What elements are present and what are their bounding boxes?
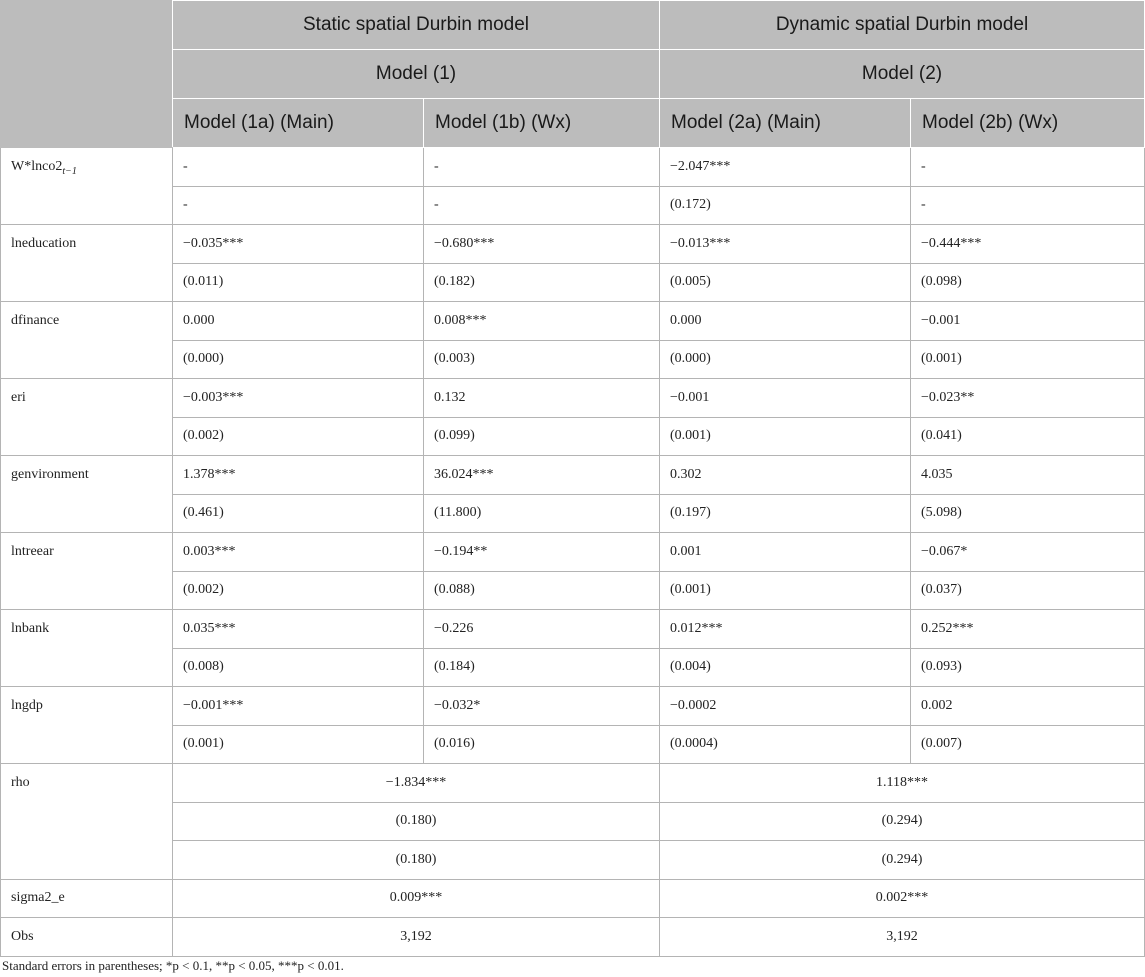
coef-cell: −0.680*** xyxy=(424,225,660,264)
coef-cell: −0.001*** xyxy=(173,687,424,726)
obs-dynamic: 3,192 xyxy=(660,918,1145,957)
se-cell: (0.003) xyxy=(424,340,660,379)
header-col-2b: Model (2b) (Wx) xyxy=(911,99,1145,148)
row-label: dfinance xyxy=(1,302,173,379)
se-cell: (0.172) xyxy=(660,186,911,225)
coef-cell: −0.023** xyxy=(911,379,1145,418)
coef-cell: −0.194** xyxy=(424,533,660,572)
row-label: lneducation xyxy=(1,225,173,302)
coef-cell: 0.252*** xyxy=(911,610,1145,649)
se-cell: - xyxy=(424,186,660,225)
row-label: genvironment xyxy=(1,456,173,533)
se-cell: (0.001) xyxy=(173,725,424,764)
se-cell: (0.002) xyxy=(173,417,424,456)
table-footnote: Standard errors in parentheses; *p < 0.1, **p < 0.05, ***p < 0.01. xyxy=(2,958,344,973)
se-cell: (0.099) xyxy=(424,417,660,456)
se-cell: (0.001) xyxy=(660,417,911,456)
coef-cell: 0.002 xyxy=(911,687,1145,726)
se-cell: - xyxy=(911,186,1145,225)
coef-cell: −0.035*** xyxy=(173,225,424,264)
sigma-dynamic: 0.002*** xyxy=(660,879,1145,918)
coef-cell: −0.0002 xyxy=(660,687,911,726)
coef-cell: 0.000 xyxy=(173,302,424,341)
coef-cell: −2.047*** xyxy=(660,148,911,187)
row-label: Obs xyxy=(1,918,173,957)
se-cell: (0.098) xyxy=(911,263,1145,302)
coef-cell: 1.378*** xyxy=(173,456,424,495)
table-row-sigma xyxy=(1,879,1145,918)
se-cell: (0.011) xyxy=(173,263,424,302)
table-row xyxy=(1,340,1145,379)
table-row xyxy=(1,456,1145,495)
coef-cell: −0.003*** xyxy=(173,379,424,418)
rho-dynamic: 1.118*** xyxy=(660,764,1145,803)
coef-cell: −0.067* xyxy=(911,533,1145,572)
row-label: rho xyxy=(1,764,173,880)
header-dynamic-model: Dynamic spatial Durbin model xyxy=(660,1,1145,50)
coef-cell: 0.035*** xyxy=(173,610,424,649)
header-corner xyxy=(1,1,173,148)
table-row xyxy=(1,417,1145,456)
obs-static: 3,192 xyxy=(173,918,660,957)
se-cell: (0.000) xyxy=(173,340,424,379)
se-cell: (0.001) xyxy=(911,340,1145,379)
header-model-2: Model (2) xyxy=(660,50,1145,99)
header-col-1b: Model (1b) (Wx) xyxy=(424,99,660,148)
sigma-static: 0.009*** xyxy=(173,879,660,918)
coef-cell: 0.000 xyxy=(660,302,911,341)
se-cell: (0.0004) xyxy=(660,725,911,764)
header-model-1: Model (1) xyxy=(173,50,660,99)
table-row-rho xyxy=(1,764,1145,803)
header-static-model: Static spatial Durbin model xyxy=(173,1,660,50)
row-label: $W*lnco2_{t-1}$ xyxy=(1,148,173,225)
coef-cell: 0.132 xyxy=(424,379,660,418)
se-cell: (0.041) xyxy=(911,417,1145,456)
table-row xyxy=(1,302,1145,341)
table-row xyxy=(1,225,1145,264)
coef-cell: 0.008*** xyxy=(424,302,660,341)
se-cell: (0.461) xyxy=(173,494,424,533)
coef-cell: −0.444*** xyxy=(911,225,1145,264)
se-cell: (0.184) xyxy=(424,648,660,687)
row-label: sigma2_e xyxy=(1,879,173,918)
se-cell: (0.000) xyxy=(660,340,911,379)
table-row xyxy=(1,725,1145,764)
se-cell: (0.016) xyxy=(424,725,660,764)
coef-cell: −0.013*** xyxy=(660,225,911,264)
se-cell: (0.088) xyxy=(424,571,660,610)
coef-cell: - xyxy=(173,148,424,187)
se-cell: (0.005) xyxy=(660,263,911,302)
coef-cell: - xyxy=(424,148,660,187)
table-row xyxy=(1,186,1145,225)
se-cell: (5.098) xyxy=(911,494,1145,533)
table-row xyxy=(1,494,1145,533)
row-label: lngdp xyxy=(1,687,173,764)
se-cell: (0.182) xyxy=(424,263,660,302)
table-row xyxy=(1,263,1145,302)
coef-cell: 0.012*** xyxy=(660,610,911,649)
coef-cell: 4.035 xyxy=(911,456,1145,495)
coef-cell: 0.302 xyxy=(660,456,911,495)
se-cell: (0.002) xyxy=(173,571,424,610)
se-cell: (0.008) xyxy=(173,648,424,687)
table-body xyxy=(1,148,1145,957)
coef-cell: 0.001 xyxy=(660,533,911,572)
row-label: eri xyxy=(1,379,173,456)
rho-static-se: (0.180) xyxy=(173,841,660,880)
se-cell: (0.004) xyxy=(660,648,911,687)
row-label: lntreear xyxy=(1,533,173,610)
coef-cell: −0.032* xyxy=(424,687,660,726)
coef-cell: −0.226 xyxy=(424,610,660,649)
rho-static: −1.834*** xyxy=(173,764,660,803)
coef-cell: 36.024*** xyxy=(424,456,660,495)
rho-dynamic-se: (0.294) xyxy=(660,841,1145,880)
table-row xyxy=(1,533,1145,572)
table-row-rho-se xyxy=(1,802,1145,841)
table-row xyxy=(1,648,1145,687)
table-row xyxy=(1,148,1145,187)
table-row xyxy=(1,610,1145,649)
se-cell: (0.007) xyxy=(911,725,1145,764)
rho-static-se: (0.180) xyxy=(173,802,660,841)
header-col-2a: Model (2a) (Main) xyxy=(660,99,911,148)
table-row xyxy=(1,379,1145,418)
table-row-rho-se xyxy=(1,841,1145,880)
coef-cell: - xyxy=(911,148,1145,187)
se-cell: (0.197) xyxy=(660,494,911,533)
table-row-obs xyxy=(1,918,1145,957)
header-col-1a: Model (1a) (Main) xyxy=(173,99,424,148)
table-row xyxy=(1,687,1145,726)
se-cell: (0.037) xyxy=(911,571,1145,610)
coef-cell: 0.003*** xyxy=(173,533,424,572)
coef-cell: −0.001 xyxy=(911,302,1145,341)
se-cell: - xyxy=(173,186,424,225)
se-cell: (0.093) xyxy=(911,648,1145,687)
coef-cell: −0.001 xyxy=(660,379,911,418)
table-row xyxy=(1,571,1145,610)
se-cell: (11.800) xyxy=(424,494,660,533)
rho-dynamic-se: (0.294) xyxy=(660,802,1145,841)
se-cell: (0.001) xyxy=(660,571,911,610)
row-label: lnbank xyxy=(1,610,173,687)
